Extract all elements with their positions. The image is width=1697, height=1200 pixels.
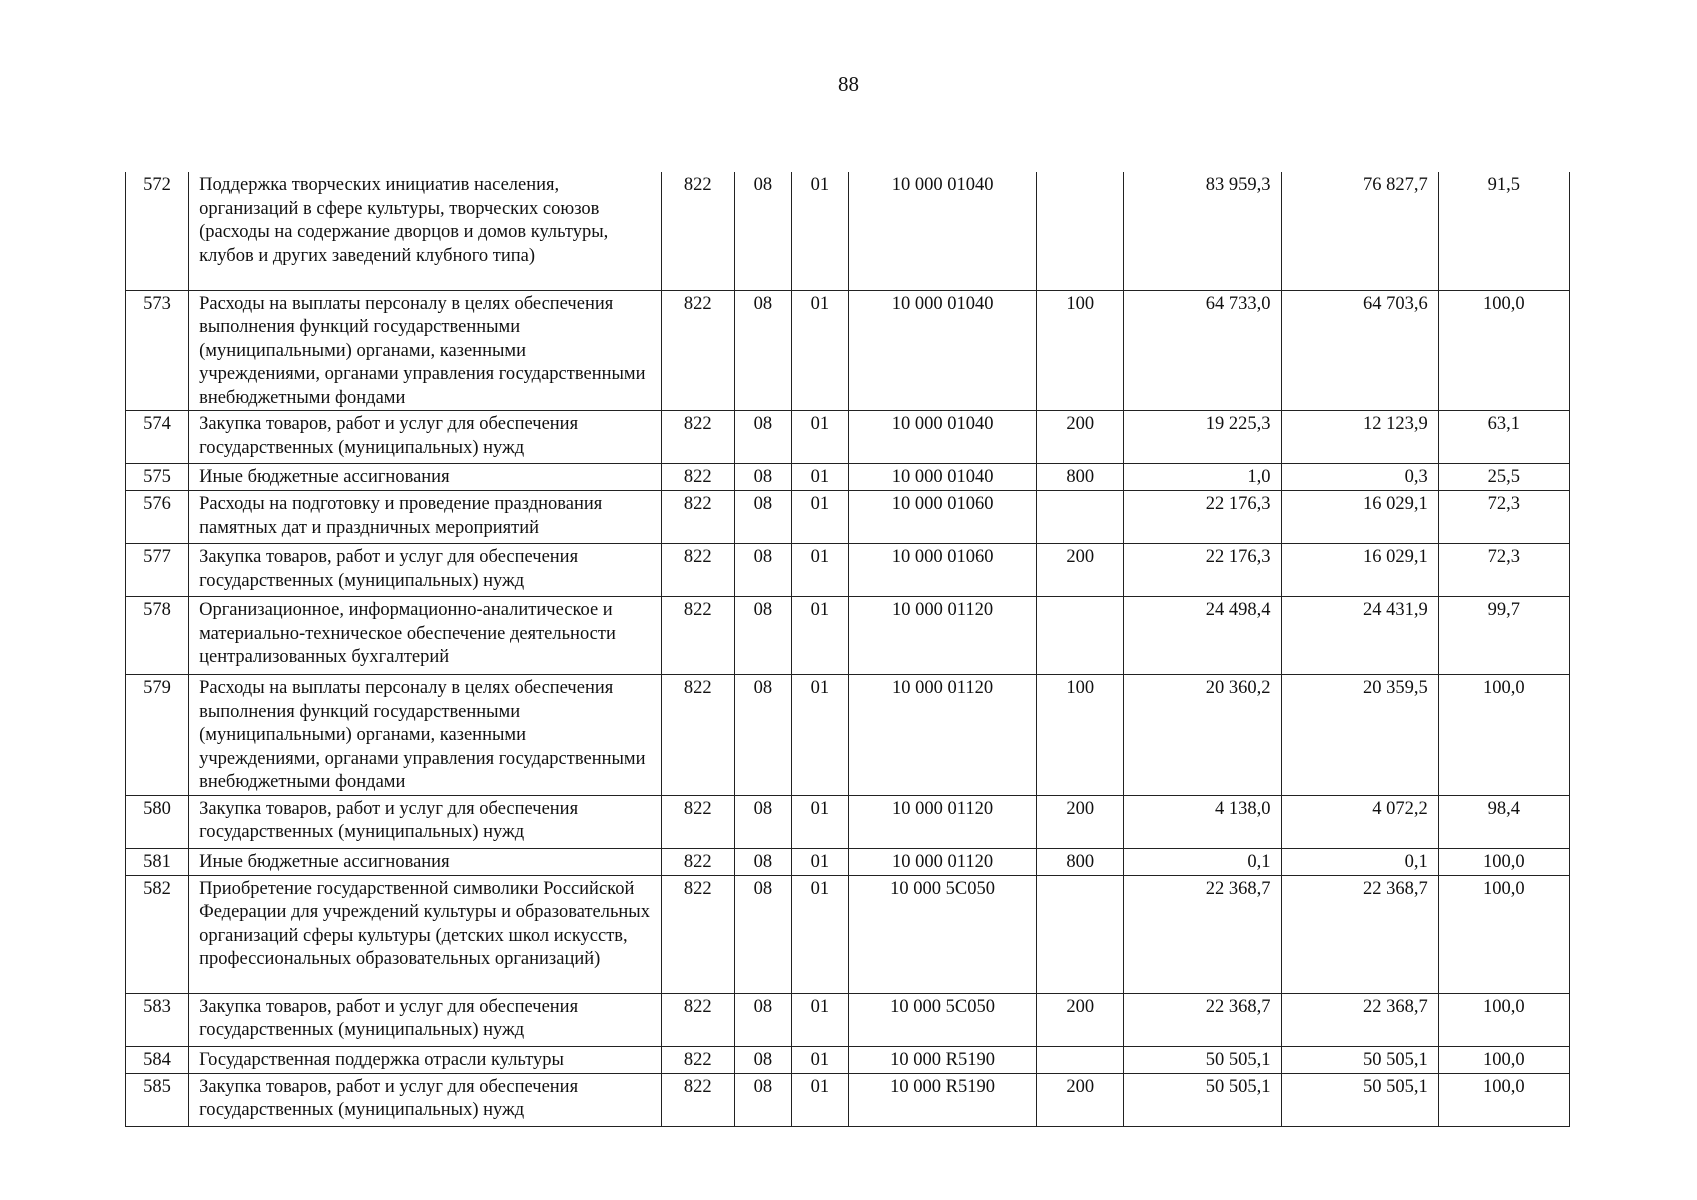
target-item-code-cell: 10 000 01040: [848, 464, 1036, 491]
row-number-cell: 583: [126, 993, 189, 1046]
execution-percent-cell: 63,1: [1438, 411, 1569, 464]
execution-percent-cell: 72,3: [1438, 544, 1569, 597]
planned-amount-cell: 24 498,4: [1124, 597, 1281, 675]
expense-name-cell: Иные бюджетные ассигнования: [189, 464, 662, 491]
planned-amount-cell: 64 733,0: [1124, 290, 1281, 411]
table-body: [126, 172, 1570, 1126]
row-number-cell: 585: [126, 1073, 189, 1126]
section-code-cell: 08: [734, 875, 791, 993]
section-code-cell: 08: [734, 597, 791, 675]
expense-name-cell: Закупка товаров, работ и услуг для обеспечения государственных (муниципальных) нужд: [189, 411, 662, 464]
department-code-cell: 822: [661, 597, 734, 675]
expense-type-code-cell: 800: [1037, 848, 1124, 875]
expense-name-cell: Закупка товаров, работ и услуг для обеспечения государственных (муниципальных) нужд: [189, 795, 662, 848]
budget-table: [125, 172, 1570, 1127]
subsection-code-cell: 01: [791, 172, 848, 290]
expense-name-cell: Закупка товаров, работ и услуг для обеспечения государственных (муниципальных) нужд: [189, 993, 662, 1046]
subsection-code-cell: 01: [791, 675, 848, 796]
subsection-code-cell: 01: [791, 290, 848, 411]
row-number-cell: 581: [126, 848, 189, 875]
expense-type-code-cell: [1037, 1046, 1124, 1073]
expense-type-code-cell: 200: [1037, 544, 1124, 597]
planned-amount-cell: 22 368,7: [1124, 875, 1281, 993]
row-number-cell: 579: [126, 675, 189, 796]
planned-amount-cell: 1,0: [1124, 464, 1281, 491]
execution-percent-cell: 100,0: [1438, 875, 1569, 993]
target-item-code-cell: 10 000 01120: [848, 597, 1036, 675]
row-number-cell: 575: [126, 464, 189, 491]
subsection-code-cell: 01: [791, 411, 848, 464]
row-number-cell: 582: [126, 875, 189, 993]
table-row: [126, 993, 1570, 1046]
execution-percent-cell: 72,3: [1438, 491, 1569, 544]
planned-amount-cell: 4 138,0: [1124, 795, 1281, 848]
page-number: 88: [838, 72, 859, 96]
table-row: [126, 848, 1570, 875]
expense-name-cell: Иные бюджетные ассигнования: [189, 848, 662, 875]
target-item-code-cell: 10 000 01060: [848, 544, 1036, 597]
table-row: [126, 597, 1570, 675]
actual-amount-cell: 4 072,2: [1281, 795, 1438, 848]
table-row: [126, 172, 1570, 290]
section-code-cell: 08: [734, 411, 791, 464]
target-item-code-cell: 10 000 01040: [848, 290, 1036, 411]
expense-type-code-cell: 200: [1037, 411, 1124, 464]
expense-type-code-cell: 200: [1037, 795, 1124, 848]
row-number-cell: 577: [126, 544, 189, 597]
actual-amount-cell: 16 029,1: [1281, 544, 1438, 597]
actual-amount-cell: 12 123,9: [1281, 411, 1438, 464]
department-code-cell: 822: [661, 675, 734, 796]
subsection-code-cell: 01: [791, 993, 848, 1046]
subsection-code-cell: 01: [791, 491, 848, 544]
planned-amount-cell: 20 360,2: [1124, 675, 1281, 796]
planned-amount-cell: 50 505,1: [1124, 1073, 1281, 1126]
actual-amount-cell: 20 359,5: [1281, 675, 1438, 796]
actual-amount-cell: 76 827,7: [1281, 172, 1438, 290]
execution-percent-cell: 100,0: [1438, 993, 1569, 1046]
table-row: [126, 1073, 1570, 1126]
department-code-cell: 822: [661, 464, 734, 491]
section-code-cell: 08: [734, 172, 791, 290]
expense-name-cell: Закупка товаров, работ и услуг для обеспечения государственных (муниципальных) нужд: [189, 1073, 662, 1126]
actual-amount-cell: 22 368,7: [1281, 875, 1438, 993]
section-code-cell: 08: [734, 795, 791, 848]
table-row: [126, 1046, 1570, 1073]
department-code-cell: 822: [661, 1073, 734, 1126]
expense-name-cell: Закупка товаров, работ и услуг для обеспечения государственных (муниципальных) нужд: [189, 544, 662, 597]
subsection-code-cell: 01: [791, 875, 848, 993]
expense-name-cell: Расходы на выплаты персоналу в целях обеспечения выполнения функций государственными (муниципальными) органами, казенными учреждениями, органами управления государственными внебюджетными фондами: [189, 290, 662, 411]
row-number-cell: 572: [126, 172, 189, 290]
department-code-cell: 822: [661, 1046, 734, 1073]
expense-type-code-cell: 200: [1037, 1073, 1124, 1126]
execution-percent-cell: 100,0: [1438, 290, 1569, 411]
table-row: [126, 464, 1570, 491]
expense-type-code-cell: [1037, 875, 1124, 993]
actual-amount-cell: 50 505,1: [1281, 1046, 1438, 1073]
expense-name-cell: Расходы на подготовку и проведение празднования памятных дат и праздничных мероприятий: [189, 491, 662, 544]
expense-type-code-cell: 100: [1037, 675, 1124, 796]
expense-type-code-cell: 200: [1037, 993, 1124, 1046]
section-code-cell: 08: [734, 544, 791, 597]
expense-name-cell: Организационное, информационно-аналитическое и материально-техническое обеспечение деятельности централизованных бухгалтерий: [189, 597, 662, 675]
row-number-cell: 574: [126, 411, 189, 464]
row-number-cell: 578: [126, 597, 189, 675]
target-item-code-cell: 10 000 01060: [848, 491, 1036, 544]
execution-percent-cell: 100,0: [1438, 1046, 1569, 1073]
department-code-cell: 822: [661, 172, 734, 290]
table-row: [126, 544, 1570, 597]
row-number-cell: 580: [126, 795, 189, 848]
department-code-cell: 822: [661, 411, 734, 464]
table-row: [126, 491, 1570, 544]
table-row: [126, 290, 1570, 411]
target-item-code-cell: 10 000 01040: [848, 411, 1036, 464]
target-item-code-cell: 10 000 01120: [848, 848, 1036, 875]
table-row: [126, 675, 1570, 796]
expense-type-code-cell: 100: [1037, 290, 1124, 411]
planned-amount-cell: 0,1: [1124, 848, 1281, 875]
department-code-cell: 822: [661, 544, 734, 597]
planned-amount-cell: 19 225,3: [1124, 411, 1281, 464]
target-item-code-cell: 10 000 R5190: [848, 1073, 1036, 1126]
department-code-cell: 822: [661, 290, 734, 411]
execution-percent-cell: 25,5: [1438, 464, 1569, 491]
department-code-cell: 822: [661, 993, 734, 1046]
subsection-code-cell: 01: [791, 597, 848, 675]
section-code-cell: 08: [734, 675, 791, 796]
department-code-cell: 822: [661, 491, 734, 544]
subsection-code-cell: 01: [791, 848, 848, 875]
row-number-cell: 584: [126, 1046, 189, 1073]
expense-name-cell: Расходы на выплаты персоналу в целях обеспечения выполнения функций государственными (муниципальными) органами, казенными учреждениями, органами управления государственными внебюджетными фондами: [189, 675, 662, 796]
planned-amount-cell: 22 176,3: [1124, 544, 1281, 597]
expense-type-code-cell: [1037, 491, 1124, 544]
execution-percent-cell: 91,5: [1438, 172, 1569, 290]
subsection-code-cell: 01: [791, 464, 848, 491]
section-code-cell: 08: [734, 993, 791, 1046]
execution-percent-cell: 99,7: [1438, 597, 1569, 675]
section-code-cell: 08: [734, 1073, 791, 1126]
table-row: [126, 795, 1570, 848]
actual-amount-cell: 64 703,6: [1281, 290, 1438, 411]
expense-type-code-cell: [1037, 597, 1124, 675]
section-code-cell: 08: [734, 491, 791, 544]
actual-amount-cell: 0,3: [1281, 464, 1438, 491]
actual-amount-cell: 24 431,9: [1281, 597, 1438, 675]
section-code-cell: 08: [734, 848, 791, 875]
actual-amount-cell: 50 505,1: [1281, 1073, 1438, 1126]
department-code-cell: 822: [661, 848, 734, 875]
row-number-cell: 573: [126, 290, 189, 411]
subsection-code-cell: 01: [791, 544, 848, 597]
subsection-code-cell: 01: [791, 1046, 848, 1073]
department-code-cell: 822: [661, 795, 734, 848]
execution-percent-cell: 100,0: [1438, 848, 1569, 875]
planned-amount-cell: 83 959,3: [1124, 172, 1281, 290]
section-code-cell: 08: [734, 1046, 791, 1073]
subsection-code-cell: 01: [791, 795, 848, 848]
expense-name-cell: Поддержка творческих инициатив населения, организаций в сфере культуры, творческих союзов (расходы на содержание дворцов и домов культуры, клубов и других заведений клубного типа): [189, 172, 662, 290]
target-item-code-cell: 10 000 5С050: [848, 993, 1036, 1046]
target-item-code-cell: 10 000 01120: [848, 675, 1036, 796]
expense-type-code-cell: 800: [1037, 464, 1124, 491]
row-number-cell: 576: [126, 491, 189, 544]
planned-amount-cell: 22 176,3: [1124, 491, 1281, 544]
target-item-code-cell: 10 000 01120: [848, 795, 1036, 848]
target-item-code-cell: 10 000 01040: [848, 172, 1036, 290]
subsection-code-cell: 01: [791, 1073, 848, 1126]
expense-name-cell: Государственная поддержка отрасли культуры: [189, 1046, 662, 1073]
section-code-cell: 08: [734, 464, 791, 491]
execution-percent-cell: 98,4: [1438, 795, 1569, 848]
actual-amount-cell: 16 029,1: [1281, 491, 1438, 544]
actual-amount-cell: 0,1: [1281, 848, 1438, 875]
target-item-code-cell: 10 000 R5190: [848, 1046, 1036, 1073]
table-row: [126, 875, 1570, 993]
section-code-cell: 08: [734, 290, 791, 411]
planned-amount-cell: 22 368,7: [1124, 993, 1281, 1046]
department-code-cell: 822: [661, 875, 734, 993]
planned-amount-cell: 50 505,1: [1124, 1046, 1281, 1073]
table-row: [126, 411, 1570, 464]
expense-type-code-cell: [1037, 172, 1124, 290]
execution-percent-cell: 100,0: [1438, 1073, 1569, 1126]
target-item-code-cell: 10 000 5С050: [848, 875, 1036, 993]
actual-amount-cell: 22 368,7: [1281, 993, 1438, 1046]
execution-percent-cell: 100,0: [1438, 675, 1569, 796]
expense-name-cell: Приобретение государственной символики Российской Федерации для учреждений культуры и образовательных организаций сферы культуры (детских школ искусств, профессиональных образовательных организаций): [189, 875, 662, 993]
